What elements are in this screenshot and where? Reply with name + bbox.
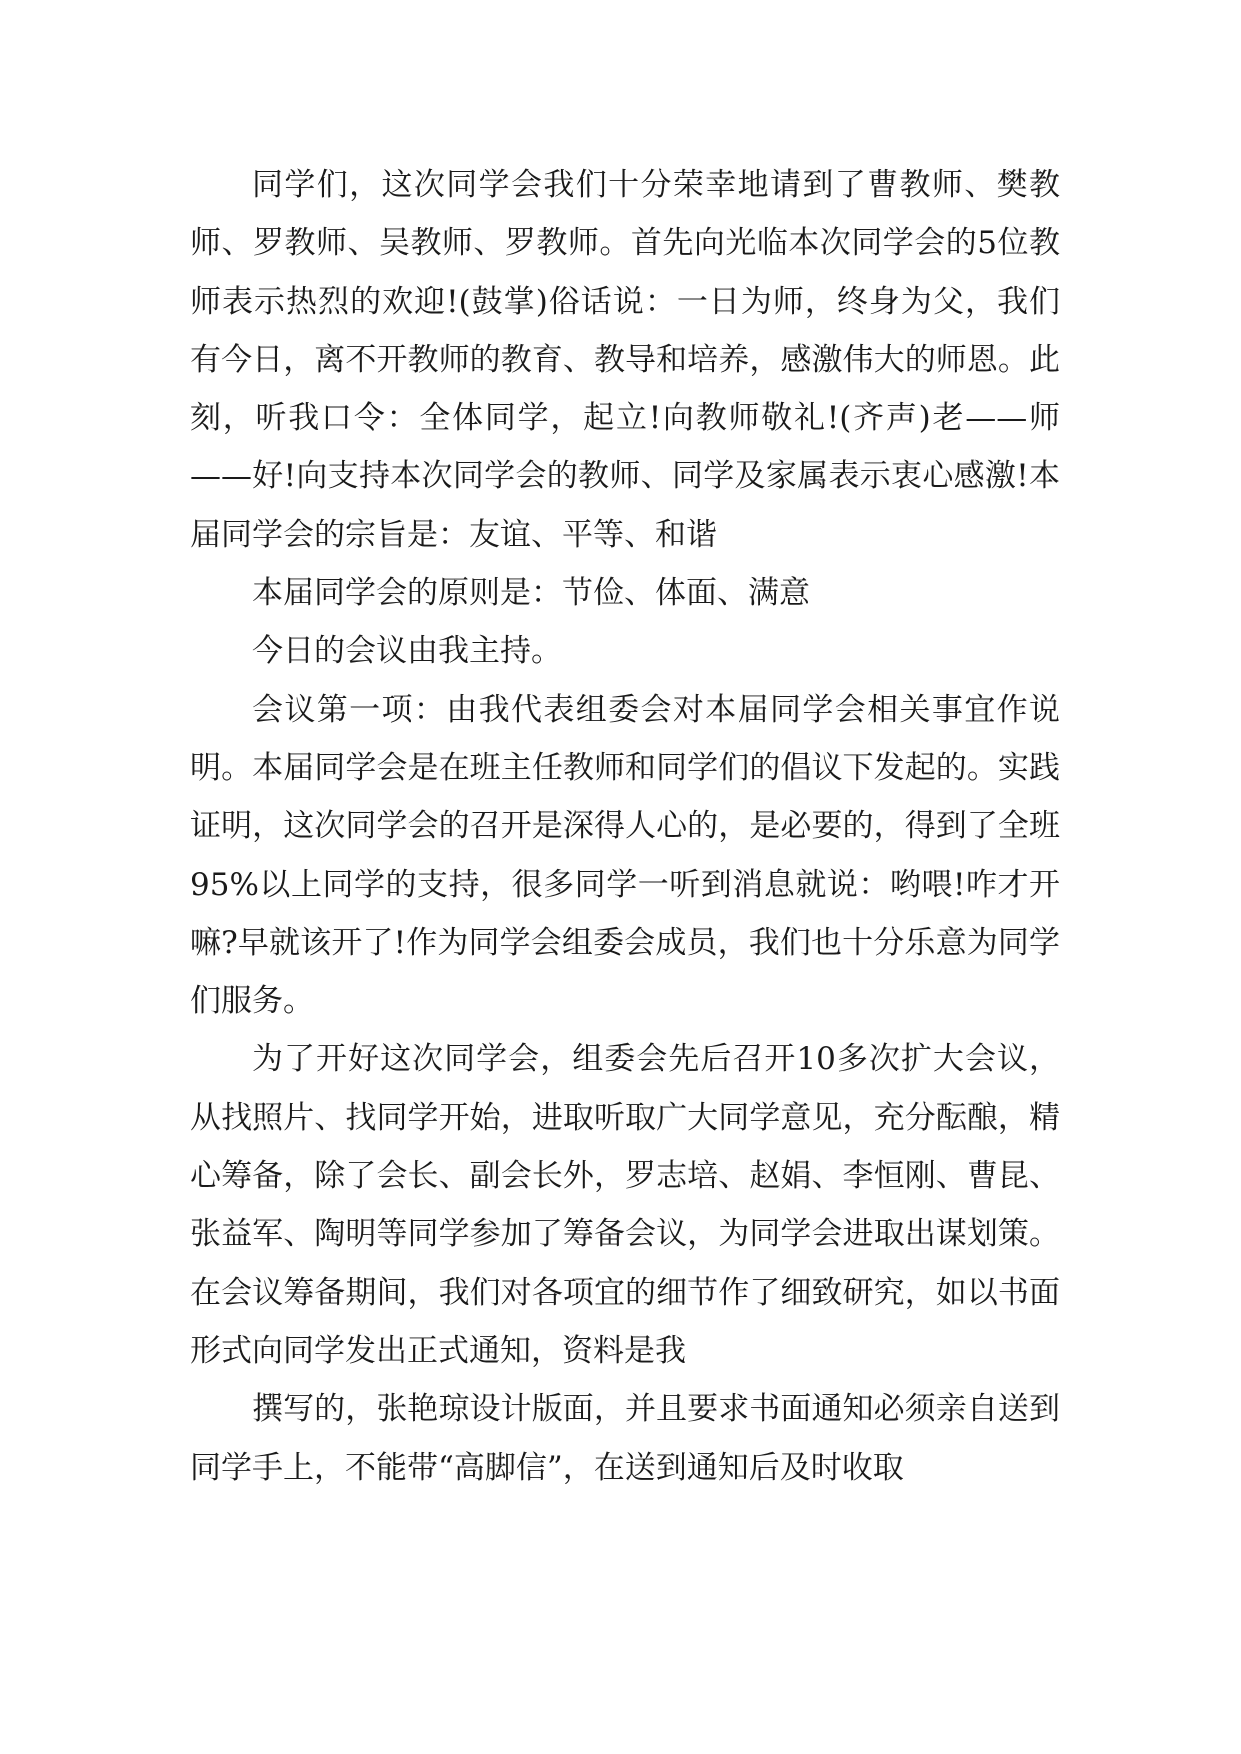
paragraph-teachers-welcome: 同学们，这次同学会我们十分荣幸地请到了曹教师、樊教师、罗教师、吴教师、罗教师。首先向光临本次同学会的5位教师表示热烈的欢迎!(鼓掌)俗话说：一日为师，终身为父，我们有今日，离不开教师的教育、教导和培养，感激伟大的师恩。此刻，听我口令：全体同学，起立!向教师敬礼!(齐声)老——师——好!向支持本次同学会的教师、同学及家属表示衷心感激!本届同学会的宗旨是：友谊、平等、和谐 (190, 167, 1060, 553)
paragraph-host: 今日的会议由我主持。 (252, 633, 562, 670)
paragraph-principles: 本届同学会的原则是：节俭、体面、满意 (252, 575, 810, 612)
paragraph-notice: 撰写的，张艳琼设计版面，并且要求书面通知必须亲自送到同学手上，不能带“高脚信”，在送到通知后及时收取 (190, 1391, 1060, 1486)
document-body (190, 156, 1060, 1497)
paragraph-agenda-item-one: 会议第一项：由我代表组委会对本届同学会相关事宜作说明。本届同学会是在班主任教师和同学们的倡议下发起的。实践证明，这次同学会的召开是深得人心的，是必要的，得到了全班95%以上同学的支持，很多同学一听到消息就说：哟喂!咋才开嘛?早就该开了!作为同学会组委会成员，我们也十分乐意为同学们服务。 (190, 691, 1060, 1020)
paragraph-preparation: 为了开好这次同学会，组委会先后召开10多次扩大会议，从找照片、找同学开始，进取听取广大同学意见，充分酝酿，精心筹备，除了会长、副会长外，罗志培、赵娟、李恒刚、曹昆、张益军、陶明等同学参加了筹备会议，为同学会进取出谋划策。在会议筹备期间，我们对各项宜的细节作了细致研究，如以书面形式向同学发出正式通知，资料是我 (190, 1041, 1060, 1369)
